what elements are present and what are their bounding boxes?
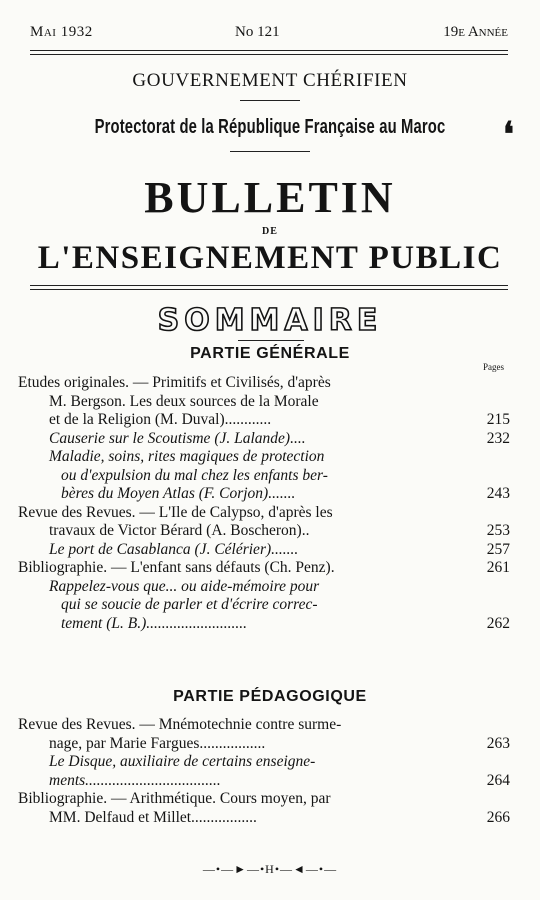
toc-page-number: 232 — [486, 429, 510, 447]
toc-line — [18, 393, 510, 412]
issue-number: No 121 — [235, 24, 280, 40]
title-connector: DE — [262, 226, 278, 237]
issue-year: 19e Année — [443, 24, 508, 40]
toc-page-number: 261 — [486, 559, 510, 576]
toc-line — [18, 753, 510, 772]
contents-title: SOMMAIRE — [157, 303, 383, 338]
toc-text: bères du Moyen Atlas (F. Corjon)....... — [61, 485, 296, 502]
divider-short-2 — [230, 151, 310, 152]
toc-page-number: 264 — [486, 771, 510, 789]
toc-page-number: 266 — [486, 808, 510, 826]
toc-text: Bibliographie. — L'enfant sans défauts (Ch. Penz). — [18, 559, 335, 576]
government-title: GOUVERNEMENT CHÉRIFIEN — [132, 70, 408, 91]
toc-line — [18, 596, 510, 615]
margin-mark: ❛ — [503, 117, 514, 154]
toc-text: Le port de Casablanca (J. Célérier)....... — [49, 540, 299, 558]
header-rule-top — [30, 50, 508, 51]
toc-line — [18, 467, 510, 486]
toc-text: et de la Religion (M. Duval)............ — [49, 411, 272, 428]
toc-line — [18, 735, 510, 754]
contents-pedagogical — [18, 716, 510, 827]
toc-line — [18, 772, 510, 791]
toc-text: Revue des Revues. — L'Ile de Calypso, d'après les — [18, 503, 333, 521]
toc-page-number: 215 — [486, 411, 510, 428]
section-title-pedagogical: PARTIE PÉDAGOGIQUE — [173, 688, 367, 705]
toc-line — [18, 374, 510, 393]
toc-page-number: 262 — [486, 614, 510, 632]
toc-line — [18, 541, 510, 560]
ornament-divider: —•—►—•H•—◄—•— — [202, 862, 338, 876]
toc-text: ments................................... — [49, 771, 221, 789]
toc-text: Le Disque, auxiliaire de certains enseigne- — [49, 753, 316, 770]
toc-line — [18, 809, 510, 828]
toc-line — [18, 522, 510, 541]
toc-text: Rappelez-vous que... ou aide-mémoire pour — [49, 577, 320, 595]
toc-text: MM. Delfaud et Millet................. — [49, 808, 257, 826]
toc-text: tement (L. B.).......................... — [61, 614, 247, 632]
toc-text: Etudes originales. — Primitifs et Civilisés, d'après — [18, 374, 331, 391]
toc-page-number: 253 — [486, 522, 510, 539]
toc-text: Revue des Revues. — Mnémotechnie contre surme- — [18, 716, 342, 733]
pages-column-label: Pages — [483, 362, 504, 372]
toc-line — [18, 430, 510, 449]
toc-page-number: 263 — [486, 734, 510, 752]
toc-page-number: 243 — [486, 485, 510, 502]
toc-page-number: 257 — [486, 540, 510, 558]
toc-text: qui se soucie de parler et d'écrire correc- — [61, 596, 318, 613]
masthead-rule-bottom — [30, 289, 508, 290]
toc-line — [18, 411, 510, 430]
toc-line — [18, 790, 510, 809]
issue-date: Mai 1932 — [30, 24, 93, 40]
toc-text: Causerie sur le Scoutisme (J. Lalande).... — [49, 429, 306, 447]
toc-text: ou d'expulsion du mal chez les enfants ber- — [61, 466, 328, 484]
masthead-rule-top — [30, 285, 508, 286]
toc-text: M. Bergson. Les deux sources de la Morale — [49, 392, 319, 410]
issue-header — [30, 24, 508, 46]
header-rule-bottom — [30, 54, 508, 55]
divider-short-1 — [240, 100, 300, 101]
bulletin-title: BULLETIN — [144, 173, 396, 222]
protectorate-title: Protectorat de la République Française au Maroc — [94, 116, 446, 138]
toc-line — [18, 559, 510, 578]
toc-line — [18, 615, 510, 634]
contents-general — [18, 374, 510, 633]
toc-text: Bibliographie. — Arithmétique. Cours moyen, par — [18, 790, 331, 807]
toc-line — [18, 448, 510, 467]
toc-line — [18, 504, 510, 523]
bulletin-subtitle: L'ENSEIGNEMENT PUBLIC — [37, 240, 503, 276]
toc-text: travaux de Victor Bérard (A. Boscheron).. — [49, 522, 310, 539]
toc-line — [18, 485, 510, 504]
toc-line — [18, 578, 510, 597]
divider-short-3 — [238, 340, 304, 341]
toc-text: nage, par Marie Fargues................. — [49, 734, 266, 752]
toc-text: Maladie, soins, rites magiques de protection — [49, 448, 325, 465]
toc-line — [18, 716, 510, 735]
section-title-general: PARTIE GÉNÉRALE — [190, 345, 350, 362]
